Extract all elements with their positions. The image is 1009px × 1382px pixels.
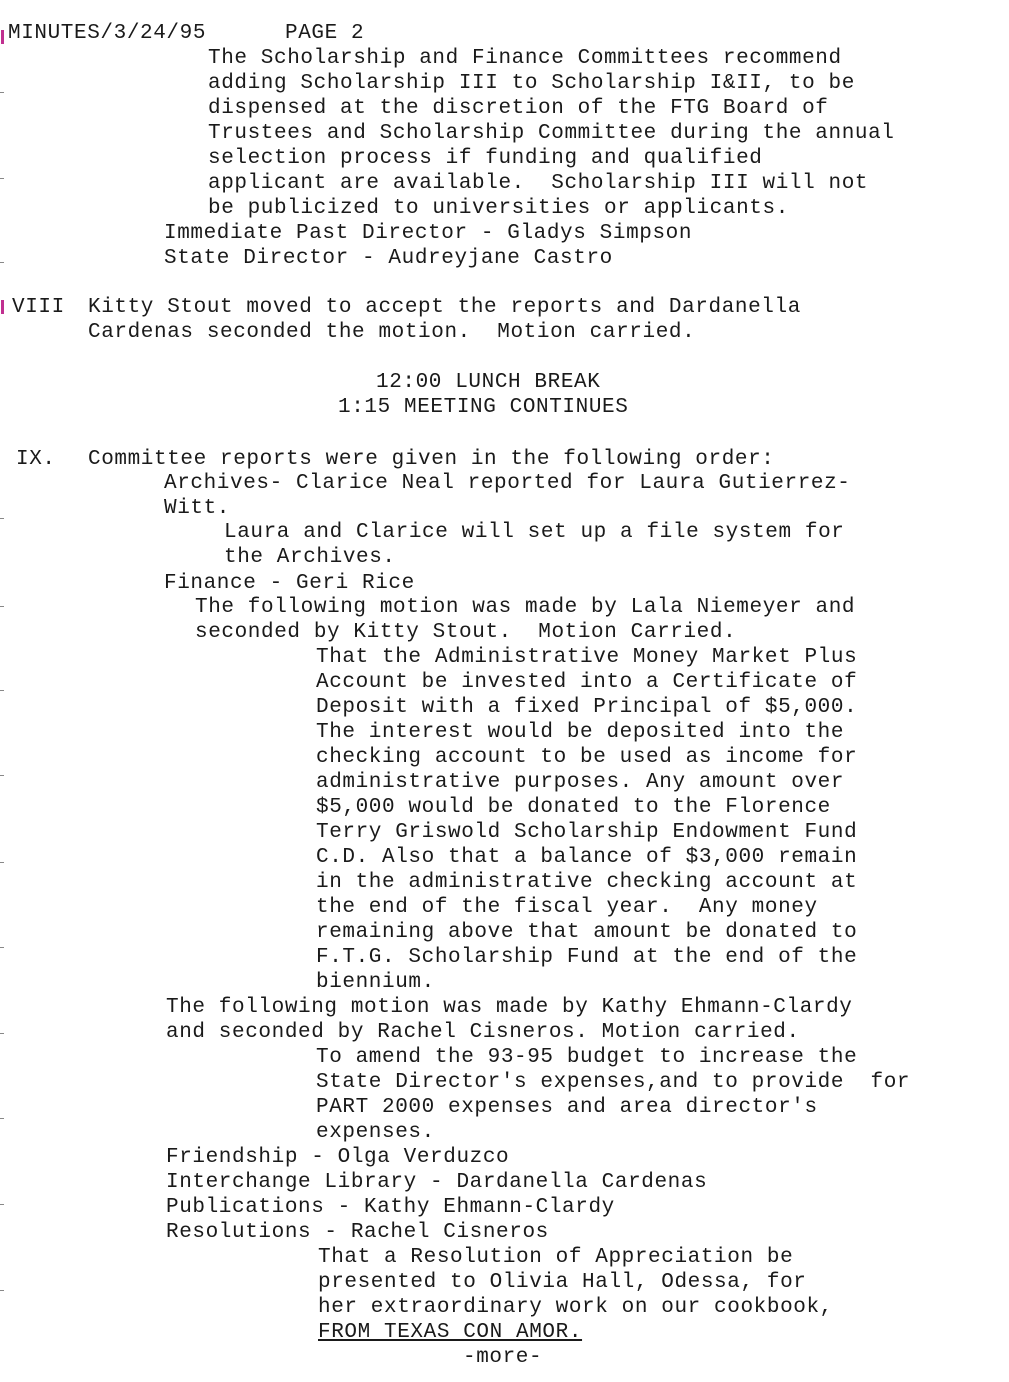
more-footer: -more- <box>463 1346 543 1369</box>
item-ix-numeral: IX. <box>16 448 56 471</box>
scholarship-text-line: be publicized to universities or applicants. <box>208 197 789 220</box>
finance-motion-text: The interest would be deposited into the <box>316 721 845 744</box>
finance-motion-text: F.T.G. Scholarship Fund at the end of the <box>316 946 858 969</box>
finance-motion-text: Account be invested into a Certificate of <box>316 671 858 694</box>
finance-motion-text: Deposit with a fixed Principal of $5,000. <box>316 696 858 719</box>
minutes-date: MINUTES/3/24/95 <box>8 22 207 45</box>
margin-tick <box>0 178 4 179</box>
resolution-text: That a Resolution of Appreciation be <box>318 1246 794 1269</box>
page-number: PAGE 2 <box>285 22 365 45</box>
margin-tick <box>0 1204 4 1205</box>
archives-note: Laura and Clarice will set up a file system for <box>224 521 845 544</box>
resolutions-report: Resolutions - Rachel Cisneros <box>166 1221 549 1244</box>
margin-tick <box>0 1033 4 1034</box>
margin-tick <box>0 262 4 263</box>
budget-motion: and seconded by Rachel Cisneros. Motion carried. <box>166 1021 800 1044</box>
friendship-report: Friendship - Olga Verduzco <box>166 1146 510 1169</box>
finance-motion-text: in the administrative checking account at <box>316 871 858 894</box>
item-ix-intro: Committee reports were given in the following order: <box>88 448 775 471</box>
margin-tick <box>0 862 4 863</box>
margin-tick <box>0 1118 4 1119</box>
item-viii-numeral: VIII <box>12 296 65 319</box>
meeting-continues: 1:15 MEETING CONTINUES <box>338 396 629 419</box>
finance-motion-text: biennium. <box>316 971 435 994</box>
item-viii-line: Kitty Stout moved to accept the reports and Dardanella <box>88 296 801 319</box>
archives-report: Witt. <box>164 497 231 520</box>
item-viii-line: Cardenas seconded the motion. Motion carried. <box>88 321 696 344</box>
margin-tick <box>0 947 4 948</box>
finance-motion-text: checking account to be used as income for <box>316 746 858 769</box>
budget-motion: The following motion was made by Kathy Ehmann-Clardy <box>166 996 853 1019</box>
finance-motion-text: the end of the fiscal year. Any money <box>316 896 818 919</box>
scholarship-text-line: adding Scholarship III to Scholarship I&II, to be <box>208 72 855 95</box>
resolution-text: her extraordinary work on our cookbook, <box>318 1296 833 1319</box>
archives-report: Archives- Clarice Neal reported for Laura Gutierrez- <box>164 472 851 495</box>
scholarship-text-line: dispensed at the discretion of the FTG Board of <box>208 97 829 120</box>
resolution-text: presented to Olivia Hall, Odessa, for <box>318 1271 807 1294</box>
scholarship-text-line: applicant are available. Scholarship III will not <box>208 172 869 195</box>
finance-motion-text: That the Administrative Money Market Plus <box>316 646 858 669</box>
budget-motion-text: PART 2000 expenses and area director's <box>316 1096 818 1119</box>
margin-tick <box>0 518 4 519</box>
finance-motion-text: administrative purposes. Any amount over <box>316 771 845 794</box>
margin-tick <box>0 1290 4 1291</box>
budget-motion-text: State Director's expenses,and to provide for <box>316 1071 911 1094</box>
margin-tick <box>0 690 4 691</box>
finance-motion: The following motion was made by Lala Niemeyer and <box>195 596 856 619</box>
finance-report: Finance - Geri Rice <box>164 572 415 595</box>
finance-motion-text: remaining above that amount be donated to <box>316 921 858 944</box>
margin-tick <box>0 775 4 776</box>
margin-mark <box>1 300 4 314</box>
margin-tick <box>0 606 4 607</box>
cookbook-title: FROM TEXAS CON AMOR. <box>318 1321 583 1344</box>
past-director-report: Immediate Past Director - Gladys Simpson <box>164 222 693 245</box>
budget-motion-text: To amend the 93-95 budget to increase the <box>316 1046 858 1069</box>
finance-motion-text: C.D. Also that a balance of $3,000 remain <box>316 846 858 869</box>
scholarship-text-line: selection process if funding and qualified <box>208 147 763 170</box>
finance-motion: seconded by Kitty Stout. Motion Carried. <box>195 621 737 644</box>
finance-motion-text: $5,000 would be donated to the Florence <box>316 796 831 819</box>
budget-motion-text: expenses. <box>316 1121 435 1144</box>
scholarship-text-line: Trustees and Scholarship Committee during the annual <box>208 122 895 145</box>
margin-mark <box>1 30 4 44</box>
margin-tick <box>0 92 4 93</box>
archives-note: the Archives. <box>224 546 396 569</box>
interchange-library-report: Interchange Library - Dardanella Cardenas <box>166 1171 708 1194</box>
state-director-report: State Director - Audreyjane Castro <box>164 247 613 270</box>
scholarship-text-line: The Scholarship and Finance Committees recommend <box>208 47 842 70</box>
lunch-break: 12:00 LUNCH BREAK <box>376 371 601 394</box>
finance-motion-text: Terry Griswold Scholarship Endowment Fund <box>316 821 858 844</box>
publications-report: Publications - Kathy Ehmann-Clardy <box>166 1196 615 1219</box>
